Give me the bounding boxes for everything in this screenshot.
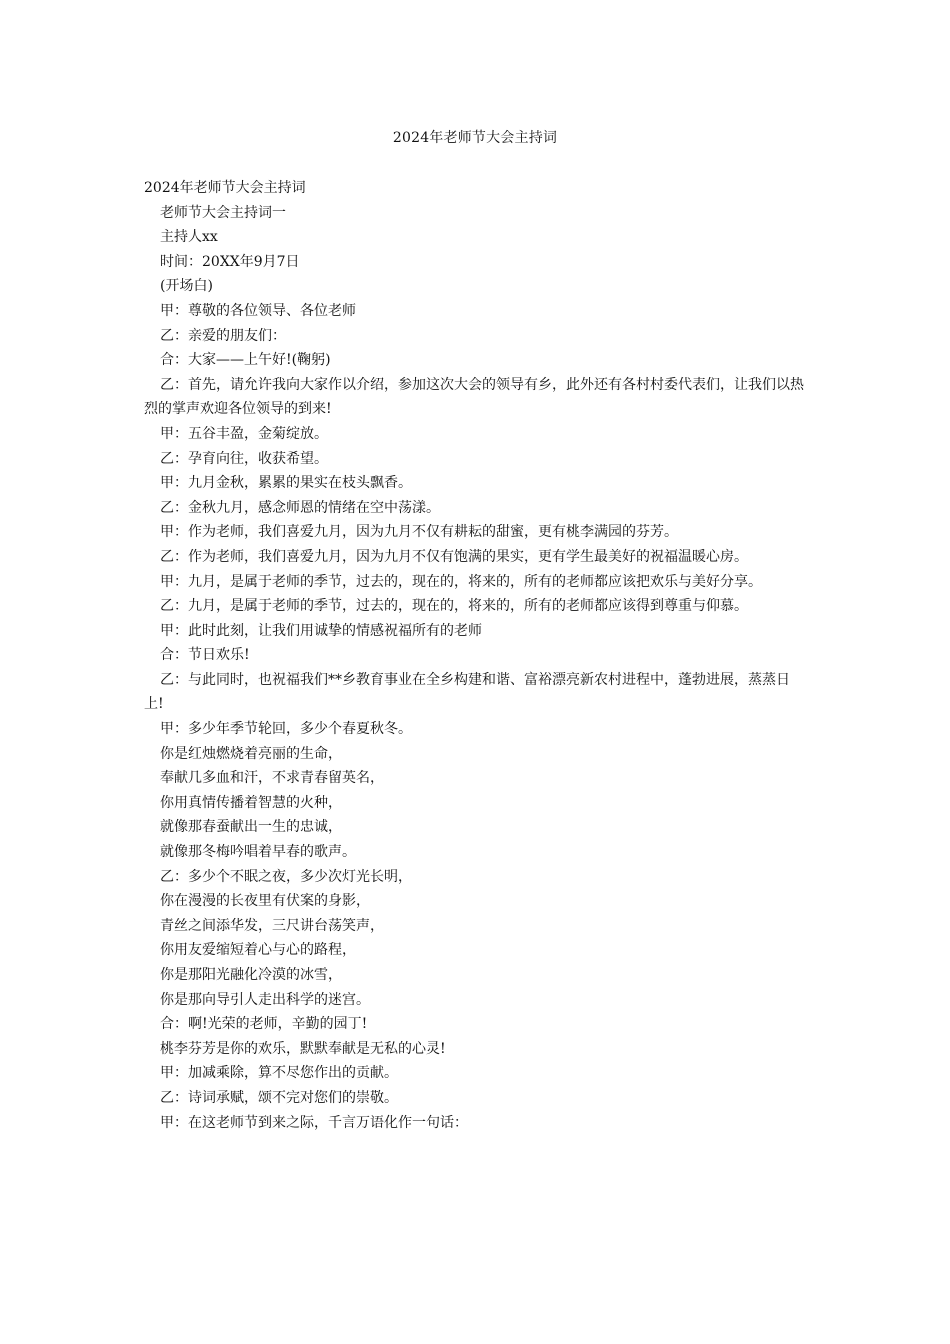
paragraph: 乙：首先，请允许我向大家作以介绍，参加这次大会的领导有乡，此外还有各村村委代表们，让我们以热烈的掌声欢迎各位领导的到来! [144,376,804,418]
document-body [144,176,806,1135]
paragraph: 甲：五谷丰盈，金菊绽放。 [160,425,328,442]
paragraph: 时间：20XX年9月7日 [160,253,300,270]
paragraph: 合：节日欢乐! [160,647,250,664]
paragraph: 甲：九月金秋，累累的果实在枝头飘香。 [160,475,412,492]
poem-line: 青丝之间添华发，三尺讲台荡笑声， [160,917,384,934]
poem-line: 就像那春蚕献出一生的忠诚， [160,819,342,836]
poem-line: 你是红烛燃烧着亮丽的生命， [160,745,342,762]
paragraph: 甲：在这老师节到来之际，千言万语化作一句话： [160,1114,468,1131]
poem-line: 乙：多少个不眠之夜，多少次灯光长明， [160,868,412,885]
paragraph: 乙：作为老师，我们喜爱九月，因为九月不仅有饱满的果实，更有学生最美好的祝福温暖心房。 [160,548,748,565]
paragraph: (开场白) [160,278,213,295]
paragraph: 甲：此时此刻，让我们用诚挚的情感祝福所有的老师 [160,622,482,639]
paragraph: 甲：九月，是属于老师的季节，过去的，现在的，将来的，所有的老师都应该把欢乐与美好分享。 [160,573,762,590]
poem-line: 你是那阳光融化冷漠的冰雪， [160,967,342,983]
poem-line: 你在漫漫的长夜里有伏案的身影， [160,893,370,910]
poem-line: 奉献几多血和汗，不求青春留英名， [160,770,384,787]
page-title: 2024年老师节大会主持词 [392,130,558,146]
paragraph: 合：啊!光荣的老师，辛勤的园丁! [160,1016,368,1033]
paragraph: 甲：尊敬的各位领导、各位老师 [160,302,356,319]
paragraph: 乙：与此同时，也祝福我们**乡教育事业在全乡构建和谐、富裕漂亮新农村进程中，蓬勃进展，蒸蒸日上! [144,671,790,713]
poem-line: 就像那冬梅吟唱着早春的歌声。 [160,844,356,861]
body-heading: 2024年老师节大会主持词 [144,180,306,196]
paragraph: 甲：作为老师，我们喜爱九月，因为九月不仅有耕耘的甜蜜，更有桃李满园的芬芳。 [160,524,678,541]
paragraph: 乙：孕育向往，收获希望。 [160,450,328,467]
paragraph: 合：大家——上午好!(鞠躬) [160,352,331,369]
paragraph: 乙：诗词承赋，颂不完对您们的崇敬。 [160,1089,398,1106]
paragraph: 甲：多少年季节轮回，多少个春夏秋冬。 [160,721,412,738]
paragraph: 乙：亲爱的朋友们： [160,327,286,344]
paragraph: 老师节大会主持词一 [160,204,286,221]
paragraph: 主持人xx [160,229,218,246]
paragraph: 乙：九月，是属于老师的季节，过去的，现在的，将来的，所有的老师都应该得到尊重与仰慕。 [160,598,748,615]
paragraph: 桃李芬芳是你的欢乐，默默奉献是无私的心灵! [160,1040,446,1057]
paragraph: 乙：金秋九月，感念师恩的情绪在空中荡漾。 [160,499,440,516]
paragraph: 甲：加减乘除，算不尽您作出的贡献。 [160,1065,398,1082]
poem-line: 你用友爱缩短着心与心的路程， [160,942,356,959]
poem-line: 你用真情传播着智慧的火种， [160,794,342,811]
poem-line: 你是那向导引人走出科学的迷宫。 [160,991,370,1008]
